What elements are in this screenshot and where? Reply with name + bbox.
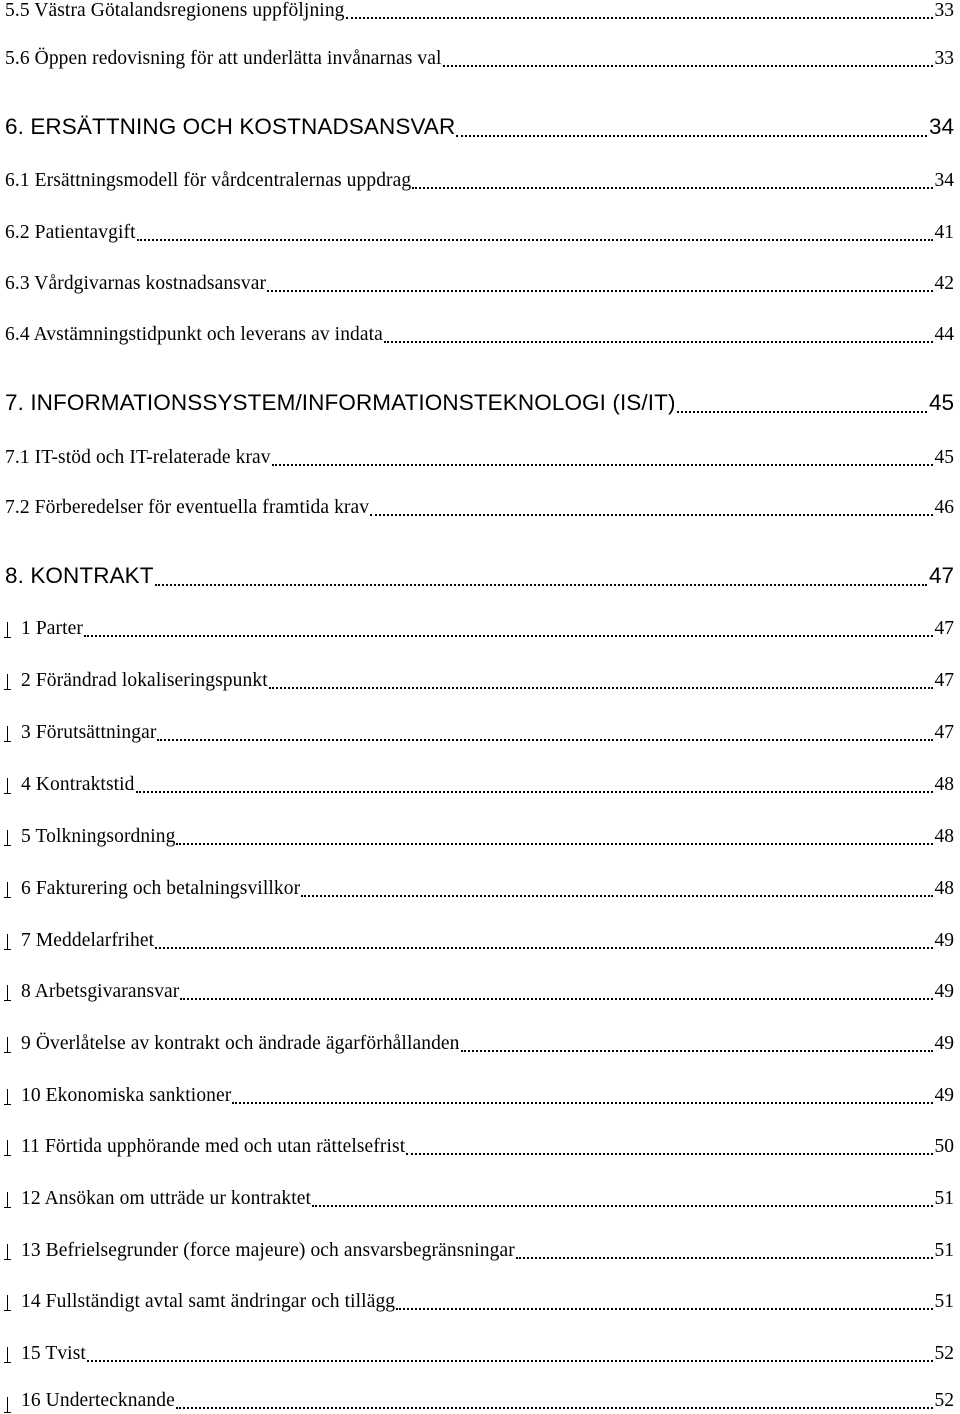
toc-contract-item-11[interactable] <box>21 1136 954 1160</box>
tab-marker-icon <box>4 1037 11 1053</box>
toc-page-number: 51 <box>934 1240 954 1261</box>
toc-page-number: 45 <box>928 390 954 415</box>
toc-chapter-title: 6. ERSÄTTNING OCH KOSTNADSANSVAR <box>5 114 456 139</box>
toc-entry-title: 8 Arbetsgivaransvar <box>21 981 180 1002</box>
toc-entry-title: 2 Förändrad lokaliseringspunkt <box>21 670 268 691</box>
toc-entry-title: 12 Ansökan om utträde ur kontraktet <box>21 1188 311 1209</box>
toc-page-number: 48 <box>934 826 954 847</box>
toc-entry-7-1[interactable] <box>5 447 954 471</box>
toc-entry-6-1[interactable] <box>5 170 954 194</box>
tab-marker-icon <box>4 1089 11 1105</box>
dot-leader <box>516 1240 933 1264</box>
dot-leader <box>384 324 933 348</box>
tab-marker-icon <box>4 778 11 794</box>
toc-entry-title: 3 Förutsättningar <box>21 722 157 743</box>
toc-page-number: 34 <box>928 114 954 139</box>
toc-page-number: 51 <box>934 1291 954 1312</box>
toc-page-number: 52 <box>934 1390 954 1411</box>
toc-entry-title: 7 Meddelarfrihet <box>21 930 155 951</box>
toc-page-number: 46 <box>934 497 954 518</box>
dot-leader <box>677 390 927 418</box>
tab-marker-icon <box>4 1244 11 1260</box>
dot-leader <box>443 48 933 72</box>
toc-page-number: 49 <box>934 1085 954 1106</box>
toc-page-number: 48 <box>934 878 954 899</box>
toc-page-number: 52 <box>934 1343 954 1364</box>
toc-page-number: 49 <box>934 1033 954 1054</box>
toc-contract-item-12[interactable] <box>21 1188 954 1212</box>
dot-leader <box>176 826 932 850</box>
toc-entry-title: 6.2 Patientavgift <box>5 222 136 243</box>
dot-leader <box>180 981 932 1005</box>
tab-marker-icon <box>4 726 11 742</box>
tab-marker-icon <box>4 1295 11 1311</box>
toc-page-number: 33 <box>934 0 954 21</box>
toc-contract-item-16[interactable] <box>21 1390 954 1414</box>
toc-contract-item-7[interactable] <box>21 930 954 954</box>
toc-entry-title: 6 Fakturering och betalningsvillkor <box>21 878 301 899</box>
toc-contract-item-8[interactable] <box>21 981 954 1005</box>
toc-chapter-title: 7. INFORMATIONSSYSTEM/INFORMATIONSTEKNOLOGI (IS/IT) <box>5 390 676 415</box>
toc-entry-title: 16 Undertecknande <box>21 1390 175 1411</box>
toc-page-number: 47 <box>934 670 954 691</box>
toc-page-number: 45 <box>934 447 954 468</box>
tab-marker-icon <box>4 622 11 638</box>
dot-leader <box>267 273 932 297</box>
tab-marker-icon <box>4 985 11 1001</box>
toc-entry-6-2[interactable] <box>5 222 954 246</box>
dot-leader <box>269 670 933 694</box>
toc-entry-7-2[interactable] <box>5 497 954 521</box>
toc-entry-6-3[interactable] <box>5 273 954 297</box>
toc-page-number: 51 <box>934 1188 954 1209</box>
toc-contract-item-14[interactable] <box>21 1291 954 1315</box>
toc-entry-title: 5.5 Västra Götalandsregionens uppföljning <box>5 0 345 21</box>
toc-entry-title: 10 Ekonomiska sanktioner <box>21 1085 232 1106</box>
tab-marker-icon <box>4 830 11 846</box>
dot-leader <box>370 497 932 521</box>
toc-contract-item-3[interactable] <box>21 722 954 746</box>
toc-entry-title: 6.1 Ersättningsmodell för vårdcentralernas uppdrag <box>5 170 412 191</box>
toc-contract-item-13[interactable] <box>21 1240 954 1264</box>
toc-page-number: 49 <box>934 981 954 1002</box>
toc-entry-title: 1 Parter <box>21 618 83 639</box>
toc-contract-item-15[interactable] <box>21 1343 954 1367</box>
toc-page-number: 50 <box>934 1136 954 1157</box>
toc-entry-title: 5.6 Öppen redovisning för att underlätta invånarnas val <box>5 48 442 69</box>
dot-leader <box>176 1390 933 1414</box>
toc-page-number: 48 <box>934 774 954 795</box>
toc-contract-item-4[interactable] <box>21 774 954 798</box>
toc-entry-title: 5 Tolkningsordning <box>21 826 176 847</box>
dot-leader <box>84 618 933 642</box>
tab-marker-icon <box>4 1347 11 1363</box>
dot-leader <box>272 447 933 471</box>
toc-contract-item-10[interactable] <box>21 1085 954 1109</box>
toc-entry-title: 11 Förtida upphörande med och utan rättelsefrist <box>21 1136 406 1157</box>
toc-chapter-title: 8. KONTRAKT <box>5 563 154 588</box>
dot-leader <box>157 722 932 746</box>
toc-contract-item-1[interactable] <box>21 618 954 642</box>
dot-leader <box>301 878 932 902</box>
tab-marker-icon <box>4 1192 11 1208</box>
toc-entry-title: 15 Tvist <box>21 1343 86 1364</box>
toc-contract-item-5[interactable] <box>21 826 954 850</box>
toc-entry-title: 6.4 Avstämningstidpunkt och leverans av indata <box>5 324 383 345</box>
toc-entry-title: 4 Kontraktstid <box>21 774 135 795</box>
dot-leader <box>412 170 932 194</box>
toc-chapter-7[interactable] <box>5 390 954 418</box>
toc-page-number: 47 <box>934 618 954 639</box>
dot-leader <box>312 1188 933 1212</box>
toc-entry-5-6[interactable] <box>5 48 954 72</box>
toc-contract-item-9[interactable] <box>21 1033 954 1057</box>
tab-marker-icon <box>4 934 11 950</box>
toc-entry-title: 9 Överlåtelse av kontrakt och ändrade ägarförhållanden <box>21 1033 460 1054</box>
tab-marker-icon <box>4 1397 11 1413</box>
toc-entry-title: 13 Befrielsegrunder (force majeure) och ansvarsbegränsningar <box>21 1240 515 1261</box>
toc-contract-item-6[interactable] <box>21 878 954 902</box>
dot-leader <box>136 774 933 798</box>
dot-leader <box>406 1136 932 1160</box>
toc-chapter-8[interactable] <box>5 563 954 591</box>
tab-marker-icon <box>4 674 11 690</box>
toc-page-number: 41 <box>934 222 954 243</box>
toc-page-number: 44 <box>934 324 954 345</box>
toc-entry-6-4[interactable] <box>5 324 954 348</box>
toc-page-number: 34 <box>934 170 954 191</box>
dot-leader <box>137 222 933 246</box>
toc-chapter-6[interactable] <box>5 114 954 142</box>
dot-leader <box>456 114 927 142</box>
toc-page-number: 42 <box>934 273 954 294</box>
tab-marker-icon <box>4 1140 11 1156</box>
toc-contract-item-2[interactable] <box>21 670 954 694</box>
toc-page-number: 33 <box>934 48 954 69</box>
toc-entry-5-5[interactable] <box>5 0 954 24</box>
toc-page-number: 47 <box>928 563 954 588</box>
dot-leader <box>155 563 927 591</box>
dot-leader <box>87 1343 933 1367</box>
toc-entry-title: 14 Fullständigt avtal samt ändringar och tillägg <box>21 1291 396 1312</box>
dot-leader <box>346 0 933 24</box>
toc-entry-title: 6.3 Vårdgivarnas kostnadsansvar <box>5 273 267 294</box>
dot-leader <box>155 930 932 954</box>
toc-entry-title: 7.2 Förberedelser för eventuella framtida krav <box>5 497 370 518</box>
dot-leader <box>232 1085 932 1109</box>
tab-marker-icon <box>4 882 11 898</box>
toc-entry-title: 7.1 IT-stöd och IT-relaterade krav <box>5 447 271 468</box>
toc-page-number: 47 <box>934 722 954 743</box>
dot-leader <box>396 1291 932 1315</box>
toc-page-number: 49 <box>934 930 954 951</box>
dot-leader <box>461 1033 933 1057</box>
